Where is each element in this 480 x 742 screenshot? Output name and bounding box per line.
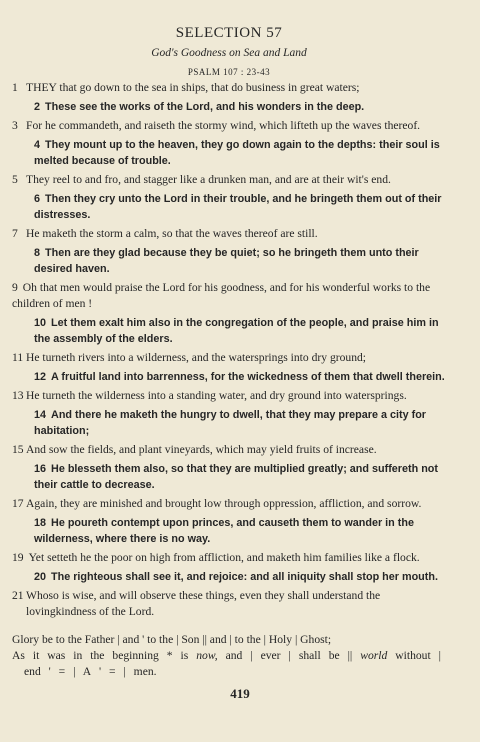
verse-9 [12, 280, 446, 312]
verse-11 [12, 350, 446, 366]
verse-13 [12, 388, 446, 404]
verse-list [12, 80, 446, 620]
gloria-word: shall [298, 649, 321, 662]
verse-2 [12, 99, 446, 115]
gloria-word: = [108, 665, 116, 678]
gloria-word: | [123, 665, 126, 678]
verse-number: 11 [12, 351, 24, 364]
gloria-word: | [73, 665, 76, 678]
gloria-word: | [438, 649, 441, 662]
gloria-word: men. [133, 665, 157, 678]
gloria-word: = [58, 665, 66, 678]
verse-text: He maketh the storm a calm, so that the waves thereof are still. [26, 227, 318, 240]
verse-text: These see the works of the Lord, and his wonders in the deep. [45, 101, 365, 113]
verse-text: THEY that go down to the sea in ships, that do business in great waters; [26, 81, 360, 94]
verse-text: Again, they are minished and brought low through oppression, affliction, and sorrow. [26, 497, 422, 510]
gloria-word: and [225, 649, 243, 662]
verse-number: 16 [34, 463, 47, 475]
verse-12 [12, 369, 446, 385]
verse-number: 5 [12, 173, 18, 186]
verse-8 [12, 245, 446, 277]
verse-number: 14 [34, 409, 47, 421]
verse-number: 2 [34, 101, 41, 113]
gloria-word: ' [48, 665, 51, 678]
verse-text: He poureth contempt upon princes, and causeth them to wander in the wilderness, where there is no way. [34, 517, 414, 545]
verse-number: 8 [34, 247, 41, 259]
verse-number: 18 [34, 517, 47, 529]
selection-title: SELECTION 57 [175, 25, 283, 41]
verse-number: 6 [34, 193, 41, 205]
verse-6 [12, 191, 446, 223]
gloria-word: in [73, 649, 83, 662]
gloria-word: now, [196, 649, 218, 662]
verse-17 [12, 496, 446, 512]
verse-number: 17 [12, 497, 24, 510]
gloria-word: | [288, 649, 291, 662]
scripture-reference: PSALM 107 : 23-43 [187, 67, 271, 77]
verse-7 [12, 226, 446, 242]
verse-number: 20 [34, 571, 47, 583]
verse-number: 21 [12, 589, 24, 602]
verse-number: 12 [34, 371, 47, 383]
verse-text: For he commandeth, and raiseth the stormy wind, which lifteth up the waves thereof. [26, 119, 421, 132]
page-number: 419 [230, 686, 250, 701]
gloria-word: without [395, 649, 431, 662]
verse-text: And sow the fields, and plant vineyards, which may yield fruits of increase. [26, 443, 377, 456]
gloria-word: world [360, 649, 388, 662]
gloria-word: As [12, 649, 25, 662]
verse-14 [12, 407, 446, 439]
gloria-word: || [347, 649, 353, 662]
verse-number: 9 [12, 281, 18, 294]
verse-text: He turneth the wilderness into a standing water, and dry ground into watersprings. [26, 389, 407, 402]
gloria-word: be [328, 649, 340, 662]
verse-5 [12, 172, 446, 188]
gloria-line-2 [12, 648, 446, 680]
verse-number: 3 [12, 119, 18, 132]
verse-text: He turneth rivers into a wilderness, and the watersprings into dry ground; [26, 351, 367, 364]
verse-text: The righteous shall see it, and rejoice: and all iniquity shall stop her mouth. [51, 571, 438, 583]
verse-text: Then are they glad because they be quiet; so he bringeth them unto their desired haven. [34, 247, 419, 275]
gloria-word: the [90, 649, 105, 662]
verse-number: 19 [12, 551, 24, 564]
verse-15 [12, 442, 446, 458]
gloria-word: ' [98, 665, 102, 678]
gloria-word: ever [260, 649, 281, 662]
gloria-word: | [250, 649, 253, 662]
gloria-word: was [47, 649, 66, 662]
verse-21 [12, 588, 446, 620]
verse-text: He blesseth them also, so that they are multiplied greatly; and suffereth not their cattle to decrease. [34, 463, 438, 491]
verse-number: 1 [12, 81, 18, 94]
verse-text: Whoso is wise, and will observe these things, even they shall understand the lovingkindness of the Lord. [26, 589, 381, 618]
gloria-word: * [166, 649, 173, 662]
verse-text: And there he maketh the hungry to dwell, that they may prepare a city for habitation; [34, 409, 426, 437]
verse-text: Let them exalt him also in the congregation of the people, and praise him in the assembly of the elders. [34, 317, 439, 345]
verse-number: 15 [12, 443, 24, 456]
gloria-word: end [24, 665, 41, 678]
verse-text: They reel to and fro, and stagger like a drunken man, and are at their wit's end. [26, 173, 391, 186]
verse-text: Then they cry unto the Lord in their trouble, and he bringeth them out of their distresses. [34, 193, 442, 221]
verse-18 [12, 515, 446, 547]
verse-19 [12, 550, 446, 566]
verse-text: Yet setteth he the poor on high from affliction, and maketh him families like a flock. [28, 551, 420, 564]
verse-16 [12, 461, 446, 493]
verse-4 [12, 137, 446, 169]
verse-number: 4 [34, 139, 41, 151]
verse-10 [12, 315, 446, 347]
gloria-word: is [180, 649, 189, 662]
verse-text: They mount up to the heaven, they go down again to the depths: their soul is melted because of trouble. [34, 139, 440, 167]
selection-subtitle: God's Goodness on Sea and Land [151, 47, 307, 59]
verse-text: A fruitful land into barrenness, for the wickedness of them that dwell therein. [51, 371, 445, 383]
gloria-word: beginning [112, 649, 159, 662]
verse-1 [12, 80, 446, 96]
verse-text: Oh that men would praise the Lord for his goodness, and for his wonderful works to the children of men ! [12, 281, 431, 310]
gloria-line-1: Glory be to the Father | and ' to the | Son || and | to the | Holy | Ghost; [12, 633, 332, 646]
verse-number: 13 [12, 389, 24, 402]
gloria-word: A [82, 665, 92, 678]
gloria-word: it [32, 649, 40, 662]
hymnal-page [12, 0, 446, 680]
verse-number: 7 [12, 227, 18, 240]
verse-20 [12, 569, 446, 585]
gloria-patri [12, 632, 446, 680]
verse-3 [12, 118, 446, 134]
verse-number: 10 [34, 317, 47, 329]
